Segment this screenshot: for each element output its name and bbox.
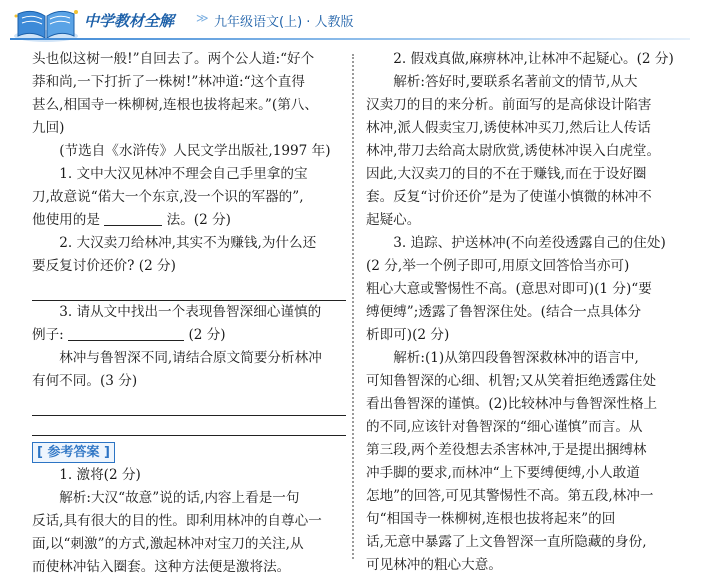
text-line: 林冲,派人假卖宝刀,诱使林冲买刀,然后让人传话 (366, 120, 651, 136)
text-line: 冲手脚的要求,而林冲“上下要缚便缚,小人敢道 (366, 465, 640, 481)
answer-3-analysis (366, 370, 682, 577)
header-rule (10, 38, 690, 40)
text-line: 可知鲁智深的心细、机智;又从笑着拒绝透露住处 (366, 373, 657, 389)
question-4 (32, 347, 346, 370)
passage-excerpt (32, 48, 346, 140)
question-2 (32, 232, 346, 255)
text-line: 反话,具有很大的目的性。即利用林冲的自尊心一 (32, 513, 322, 529)
column-divider (352, 54, 354, 559)
text-fragment: 他使用的是 (32, 212, 100, 228)
text-line: 头也似这树一般!”自回去了。两个公人道:“好个 (32, 51, 315, 67)
text-fragment: 法。(2 分) (166, 212, 231, 228)
answer-1 (32, 464, 346, 510)
text-line: 缚便缚”;透露了鲁智深住处。(结合一点具体分 (366, 304, 642, 320)
answer-line-2[interactable] (32, 278, 346, 301)
text-line: 因此,大汉卖刀的目的不在于赚钱,而在于设好圈 (366, 166, 647, 182)
answer-2-analysis (366, 94, 682, 232)
text-line: 话,无意中暴露了上文鲁智深一直所隐藏的身份, (366, 534, 647, 550)
answer-3-line: 3. 追踪、护送林冲(不向差役透露自己的住处) (393, 235, 666, 251)
answer-line-4b[interactable] (32, 416, 346, 436)
text-line: 解析:(1)从第四段鲁智深救林冲的语言中, (393, 350, 639, 366)
right-column (366, 48, 682, 577)
text-line: 解析:答好时,要联系名著前文的情节,从大 (393, 74, 638, 90)
text-line: 解析:大汉“故意”说的话,内容上看是一句 (59, 490, 300, 506)
text-line: 第三段,两个差役想去杀害林冲,于是提出捆缚林 (366, 442, 647, 458)
text-line: 有何不同。(3 分) (32, 373, 138, 389)
text-line: 怎地”的回答,可见其警惕性不高。第五段,林冲一 (366, 488, 654, 504)
answer-blank-3[interactable] (68, 327, 184, 341)
answer-line-4a[interactable] (32, 393, 346, 416)
text-line: 可见林冲的粗心大意。 (366, 557, 502, 573)
book-title: 中学教材全解 (84, 12, 175, 30)
reference-answer-heading: [ 参考答案 ] (32, 442, 115, 463)
text-line: 粗心大意或警惕性不高。(意思对即可)(1 分)“要 (366, 281, 652, 297)
text-line: 汉卖刀的目的来分析。前面写的是高俅设计陷害 (366, 97, 652, 113)
text-line: 1. 文中大汉见林冲不理会自己手里拿的宝 (59, 166, 308, 182)
page-header (0, 0, 701, 46)
header-arrow-icon: ≫ (196, 11, 209, 25)
text-line: 甚么,相国寺一株柳树,连根也拔将起来。”(第八、 (32, 97, 318, 113)
text-line: 的不同,应该针对鲁智深的“细心谨慎”而言。从 (366, 419, 643, 435)
text-line: 九回) (32, 120, 65, 136)
text-line: 林冲,带刀去给高太尉欣赏,诱使林冲误入白虎堂。 (366, 143, 661, 159)
text-fragment: (2 分) (188, 327, 226, 343)
left-column (32, 48, 346, 579)
text-line: 2. 大汉卖刀给林冲,其实不为赚钱,为什么还 (59, 235, 317, 251)
text-line: 林冲与鲁智深不同,请结合原文简要分析林冲 (59, 350, 322, 366)
question-3 (32, 301, 346, 324)
text-line: 句“相国寺一株柳树,连根也拔将起来”的回 (366, 511, 616, 527)
text-line: (2 分,举一个例子即可,用原文回答恰当亦可) (366, 258, 630, 274)
text-line: 3. 请从文中找出一个表现鲁智深细心谨慎的 (59, 304, 322, 320)
text-line: 刀,故意说“偌大一个东京,没一个识的军器的”, (32, 189, 304, 205)
text-line: 而使林冲钻入圈套。这种方法便是激将法。 (32, 559, 291, 575)
text-line: 看出鲁智深的谨慎。(2)比较林冲与鲁智深性格上 (366, 396, 658, 412)
text-line: 起疑心。 (366, 212, 421, 228)
question-1-cont (32, 186, 346, 232)
book-subtitle: 九年级语文(上) · 人教版 (214, 15, 354, 30)
text-line: 析即可)(2 分) (366, 327, 450, 343)
answer-blank-1[interactable] (104, 212, 162, 226)
text-line: 要反复讨价还价? (2 分) (32, 258, 176, 274)
text-line: 1. 激将(2 分) (59, 467, 141, 483)
text-fragment: 例子: (32, 327, 64, 343)
source-note: (节选自《水浒传》人民文学出版社,1997 年) (59, 143, 331, 159)
text-line: 面,以“刺激”的方式,激起林冲对宝刀的关注,从 (32, 536, 304, 552)
text-line: 套。反复“讨价还价”是为了使谨小慎微的林冲不 (366, 189, 652, 205)
text-line: 莽和尚,一下打折了一株树!”林冲道:“这个直得 (32, 74, 305, 90)
question-1 (32, 163, 346, 186)
answer-2-line: 2. 假戏真做,麻痹林冲,让林冲不起疑心。(2 分) (393, 51, 674, 67)
